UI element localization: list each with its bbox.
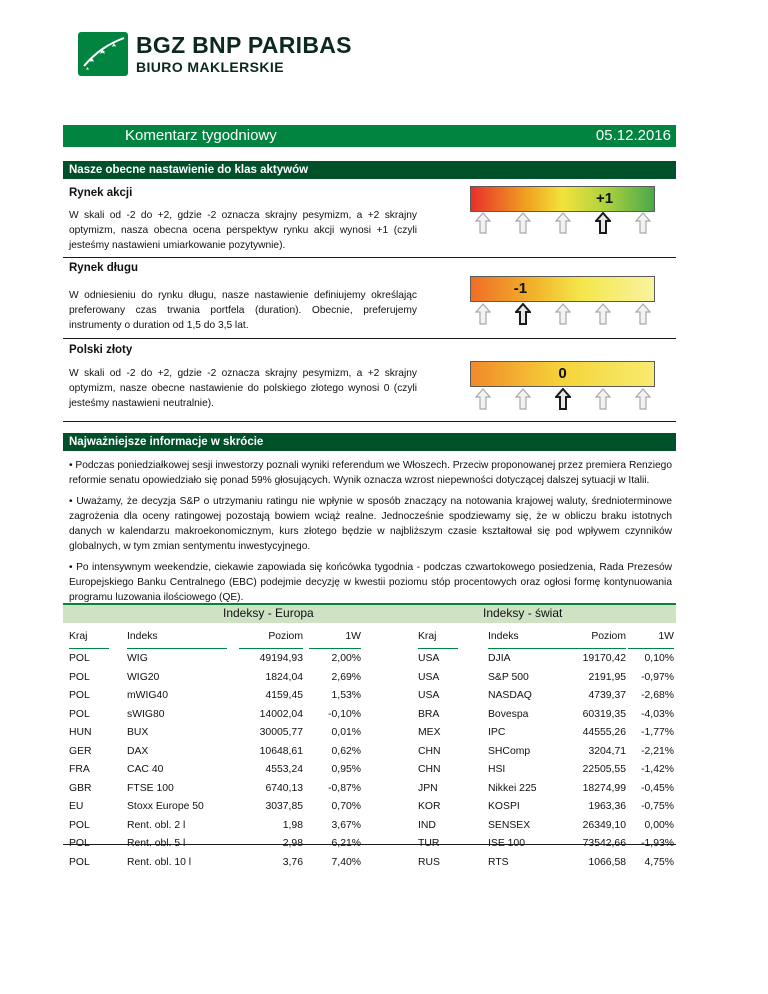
report-title: Komentarz tygodniowy bbox=[125, 127, 277, 144]
table-row bbox=[69, 783, 364, 802]
table-cell: HSI bbox=[488, 764, 506, 775]
table-row bbox=[69, 764, 364, 783]
table-row bbox=[69, 709, 364, 728]
table-cell: 0,70% bbox=[331, 801, 361, 812]
bottom-divider bbox=[63, 844, 676, 845]
up-arrow-icon bbox=[515, 303, 531, 325]
table-cell: 26349,10 bbox=[582, 819, 626, 831]
table-row bbox=[418, 783, 673, 802]
header-underline bbox=[488, 648, 568, 649]
up-arrow-icon bbox=[595, 388, 611, 410]
bnp-stars-logo-icon bbox=[78, 32, 128, 76]
table-cell: 2,69% bbox=[331, 671, 361, 683]
table-cell: 1963,36 bbox=[588, 801, 626, 812]
table-cell: 10648,61 bbox=[259, 745, 303, 757]
gauge-score-label: +1 bbox=[596, 190, 614, 207]
column-header: Kraj bbox=[69, 631, 88, 642]
table-row bbox=[418, 672, 673, 691]
table-cell: USA bbox=[418, 653, 440, 664]
table-cell: 1,98 bbox=[282, 819, 303, 831]
column-header: Poziom bbox=[268, 631, 303, 642]
column-header: Indeks bbox=[488, 631, 519, 642]
column-header: 1W bbox=[345, 631, 361, 642]
up-arrow-icon bbox=[635, 303, 651, 325]
table-cell: 2,00% bbox=[331, 653, 361, 664]
table-row bbox=[418, 709, 673, 728]
header-underline bbox=[568, 648, 626, 649]
news-bullets bbox=[69, 458, 672, 611]
table-cell: 14002,04 bbox=[259, 708, 303, 720]
table-cell: KOSPI bbox=[488, 801, 520, 812]
block-text-pln: W skali od -2 do +2, gdzie -2 oznacza skrajny pesymizm, a +2 skrajny optymizm, nasze obecne nastawienie do polskiego złotego wynosi 0 (czyli jesteśmy nastawieni neutralnie). bbox=[69, 368, 417, 409]
up-arrow-icon bbox=[555, 388, 571, 410]
table-cell: SENSEX bbox=[488, 819, 531, 831]
arrow-scale-pln bbox=[470, 388, 655, 412]
table-cell: -0,87% bbox=[328, 782, 361, 794]
table-cell: 3037,85 bbox=[265, 801, 303, 812]
table-cell: POL bbox=[69, 671, 90, 683]
table-cell: 44555,26 bbox=[582, 727, 626, 738]
tables-header-bar bbox=[63, 603, 676, 623]
table-cell: 0,62% bbox=[331, 745, 361, 757]
section-title-stance: Nasze obecne nastawienie do klas aktywów bbox=[63, 161, 676, 179]
table-cell: KOR bbox=[418, 801, 441, 812]
table-row bbox=[69, 801, 364, 820]
table-cell: mWIG40 bbox=[127, 690, 168, 701]
table-cell: CAC 40 bbox=[127, 764, 164, 775]
table-row bbox=[418, 857, 673, 876]
table-cell: 0,95% bbox=[331, 764, 361, 775]
table-cell: 1066,58 bbox=[588, 856, 626, 868]
table-cell: sWIG80 bbox=[127, 708, 165, 720]
europe-index-table bbox=[69, 631, 364, 875]
table-cell: Rent. obl. 5 l bbox=[127, 838, 186, 849]
up-arrow-icon bbox=[555, 303, 571, 325]
table-cell: 0,10% bbox=[644, 653, 674, 664]
divider bbox=[63, 338, 676, 339]
table-cell: 60319,35 bbox=[582, 708, 626, 720]
header-underline bbox=[628, 648, 674, 649]
arrow-scale-equities bbox=[470, 212, 655, 236]
table-cell: Nikkei 225 bbox=[488, 782, 537, 794]
world-table-title: Indeksy - świat bbox=[483, 606, 563, 620]
table-cell: ISE 100 bbox=[488, 838, 525, 849]
table-row bbox=[69, 820, 364, 839]
table-cell: HUN bbox=[69, 727, 92, 738]
table-cell: 49194,93 bbox=[259, 653, 303, 664]
table-cell: -1,42% bbox=[641, 764, 674, 775]
up-arrow-icon bbox=[475, 388, 491, 410]
table-cell: POL bbox=[69, 690, 90, 701]
table-cell: POL bbox=[69, 819, 90, 831]
table-row bbox=[418, 653, 673, 672]
news-bullet: • Uważamy, że decyzja S&P o utrzymaniu ratingu nie wpłynie w sposób znaczący na notowania krajowej waluty, średnioterminowe zagrożenia dla oceny ratingowej pozostają bowiem wciąż realne. Jednocześnie spodziewamy się, że w obliczu braku istotnych danych w kalendarzu makroekonomicznym, kurs złotego będzie w najbliższym czasie kształtował się pod wpływem czynników globalnych, w tym zmian sentymentu inwestycyjnego. bbox=[69, 496, 672, 552]
table-cell: 7,40% bbox=[331, 856, 361, 868]
table-cell: CHN bbox=[418, 764, 441, 775]
table-cell: DAX bbox=[127, 745, 149, 757]
table-cell: 0,01% bbox=[331, 727, 361, 738]
column-header: Poziom bbox=[591, 631, 626, 642]
up-arrow-icon bbox=[635, 388, 651, 410]
table-cell: Rent. obl. 10 l bbox=[127, 856, 192, 868]
table-cell: GER bbox=[69, 745, 92, 757]
gauge-debt bbox=[470, 276, 655, 302]
column-header: Kraj bbox=[418, 631, 437, 642]
header-underline bbox=[69, 648, 109, 649]
brand-subtitle: BIURO MAKLERSKIE bbox=[136, 59, 284, 75]
table-cell: 18274,99 bbox=[582, 782, 626, 794]
company-logo bbox=[78, 32, 378, 78]
table-cell: SHComp bbox=[488, 745, 531, 757]
table-cell: POL bbox=[69, 838, 90, 849]
table-cell: POL bbox=[69, 708, 90, 720]
report-banner bbox=[63, 125, 676, 147]
europe-table-title: Indeksy - Europa bbox=[223, 606, 314, 620]
table-cell: 19170,42 bbox=[582, 653, 626, 664]
table-cell: USA bbox=[418, 671, 440, 683]
table-row bbox=[69, 653, 364, 672]
table-cell: POL bbox=[69, 856, 90, 868]
table-row bbox=[69, 690, 364, 709]
up-arrow-icon bbox=[555, 212, 571, 234]
table-cell: WIG bbox=[127, 653, 148, 664]
block-text-debt: W odniesieniu do rynku długu, nasze nastawienie definiujemy określając preferowany czas trwania portfela (duration). Obecnie, preferujemy instrumenty o duration od 1,5 do 3,5 lat. bbox=[69, 290, 417, 331]
table-cell: 4159,45 bbox=[265, 690, 303, 701]
table-cell: -0,10% bbox=[328, 708, 361, 720]
table-cell: -1,77% bbox=[641, 727, 674, 738]
brand-title: BGZ BNP PARIBAS bbox=[136, 32, 352, 58]
table-row bbox=[69, 838, 364, 857]
gauge-pln bbox=[470, 361, 655, 387]
block-text-equities: W skali od -2 do +2, gdzie -2 oznacza skrajny pesymizm, a +2 skrajny optymizm, nasza obecna ocena perspektyw rynku akcji wynosi +1 (czyli jesteśmy nastawieni umiarkowanie pozytywnie). bbox=[69, 210, 417, 251]
table-cell: 3,76 bbox=[282, 856, 303, 868]
column-header: Indeks bbox=[127, 631, 158, 642]
table-row bbox=[69, 746, 364, 765]
table-cell: 0,00% bbox=[644, 819, 674, 831]
table-cell: RUS bbox=[418, 856, 440, 868]
table-row bbox=[418, 764, 673, 783]
gauge-equities bbox=[470, 186, 655, 212]
table-cell: 4553,24 bbox=[265, 764, 303, 775]
table-row bbox=[69, 857, 364, 876]
table-cell: EU bbox=[69, 801, 84, 812]
up-arrow-icon bbox=[475, 212, 491, 234]
news-bullet: • Podczas poniedziałkowej sesji inwestorzy poznali wyniki referendum we Włoszech. Przeciw proponowanej przez premiera Renziego reformie senatu opowiedziało się ponad 59% głosujących. Wynik oznacza wzrost niepewności dotyczącej dalszej sytuacji w Italii. bbox=[69, 460, 672, 486]
header-underline bbox=[127, 648, 227, 649]
up-arrow-icon bbox=[635, 212, 651, 234]
section-title-news: Najważniejsze informacje w skrócie bbox=[63, 433, 676, 451]
table-cell: 73542,66 bbox=[582, 838, 626, 849]
up-arrow-icon bbox=[515, 388, 531, 410]
table-cell: 3,67% bbox=[331, 819, 361, 831]
table-cell: Stoxx Europe 50 bbox=[127, 801, 204, 812]
table-cell: 6,21% bbox=[331, 838, 361, 849]
table-cell: -0,97% bbox=[641, 671, 674, 683]
table-cell: 22505,55 bbox=[582, 764, 626, 775]
table-cell: IND bbox=[418, 819, 436, 831]
gauge-gradient bbox=[471, 187, 654, 211]
table-cell: WIG20 bbox=[127, 671, 160, 683]
table-cell: 4739,37 bbox=[588, 690, 626, 701]
table-cell: Rent. obl. 2 l bbox=[127, 819, 186, 831]
table-cell: 2191,95 bbox=[588, 671, 626, 683]
table-cell: 3204,71 bbox=[588, 745, 626, 757]
table-cell: TUR bbox=[418, 838, 440, 849]
table-cell: FTSE 100 bbox=[127, 782, 174, 794]
table-cell: 4,75% bbox=[644, 856, 674, 868]
table-header-row bbox=[418, 631, 673, 653]
table-cell: FRA bbox=[69, 764, 90, 775]
table-cell: IPC bbox=[488, 727, 506, 738]
table-row bbox=[418, 820, 673, 839]
up-arrow-icon bbox=[475, 303, 491, 325]
table-cell: POL bbox=[69, 653, 90, 664]
header-underline bbox=[239, 648, 303, 649]
up-arrow-icon bbox=[595, 303, 611, 325]
gauge-score-label: 0 bbox=[558, 365, 567, 382]
table-cell: BUX bbox=[127, 727, 149, 738]
gauge-score-label: -1 bbox=[513, 280, 528, 297]
table-cell: RTS bbox=[488, 856, 509, 868]
table-cell: 1824,04 bbox=[265, 671, 303, 683]
table-cell: 30005,77 bbox=[259, 727, 303, 738]
table-cell: -0,75% bbox=[641, 801, 674, 812]
header-underline bbox=[309, 648, 361, 649]
block-title-pln: Polski złoty bbox=[69, 344, 133, 356]
table-cell: CHN bbox=[418, 745, 441, 757]
up-arrow-icon bbox=[515, 212, 531, 234]
table-row bbox=[418, 690, 673, 709]
divider bbox=[63, 257, 676, 258]
table-cell: 2,98 bbox=[282, 838, 303, 849]
table-cell: Bovespa bbox=[488, 708, 529, 720]
world-index-table bbox=[418, 631, 673, 875]
table-cell: GBR bbox=[69, 782, 92, 794]
table-cell: NASDAQ bbox=[488, 690, 532, 701]
table-row bbox=[418, 801, 673, 820]
table-cell: USA bbox=[418, 690, 440, 701]
table-cell: 1,53% bbox=[331, 690, 361, 701]
block-title-debt: Rynek długu bbox=[69, 262, 139, 274]
table-cell: -2,68% bbox=[641, 690, 674, 701]
table-cell: 6740,13 bbox=[265, 782, 303, 794]
table-cell: -2,21% bbox=[641, 745, 674, 757]
table-row bbox=[418, 746, 673, 765]
table-cell: JPN bbox=[418, 782, 438, 794]
table-cell: S&P 500 bbox=[488, 671, 529, 683]
table-cell: MEX bbox=[418, 727, 441, 738]
table-cell: -0,45% bbox=[641, 782, 674, 794]
table-cell: -4,03% bbox=[641, 708, 674, 720]
table-row bbox=[418, 838, 673, 857]
news-bullet: • Po intensywnym weekendzie, ciekawie zapowiada się końcówka tygodnia - podczas czwartokowego posiedzenia, Rada Prezesów Europejskiego Banku Centralnego (EBC) podejmie decyzję w kwestii poziomu stóp procentowych oraz ogłosi formę kontynuowania programu luzowania ilościowego (QE). bbox=[69, 562, 672, 603]
table-row bbox=[418, 727, 673, 746]
table-cell: -1,93% bbox=[641, 838, 674, 849]
table-cell: DJIA bbox=[488, 653, 511, 664]
divider bbox=[63, 421, 676, 422]
block-title-equities: Rynek akcji bbox=[69, 187, 133, 199]
column-header: 1W bbox=[658, 631, 674, 642]
gauge-gradient bbox=[471, 277, 654, 301]
table-row bbox=[69, 672, 364, 691]
header-underline bbox=[418, 648, 458, 649]
table-row bbox=[69, 727, 364, 746]
table-header-row bbox=[69, 631, 364, 653]
table-cell: BRA bbox=[418, 708, 440, 720]
up-arrow-icon bbox=[595, 212, 611, 234]
report-date: 05.12.2016 bbox=[595, 127, 671, 144]
arrow-scale-debt bbox=[470, 303, 655, 327]
